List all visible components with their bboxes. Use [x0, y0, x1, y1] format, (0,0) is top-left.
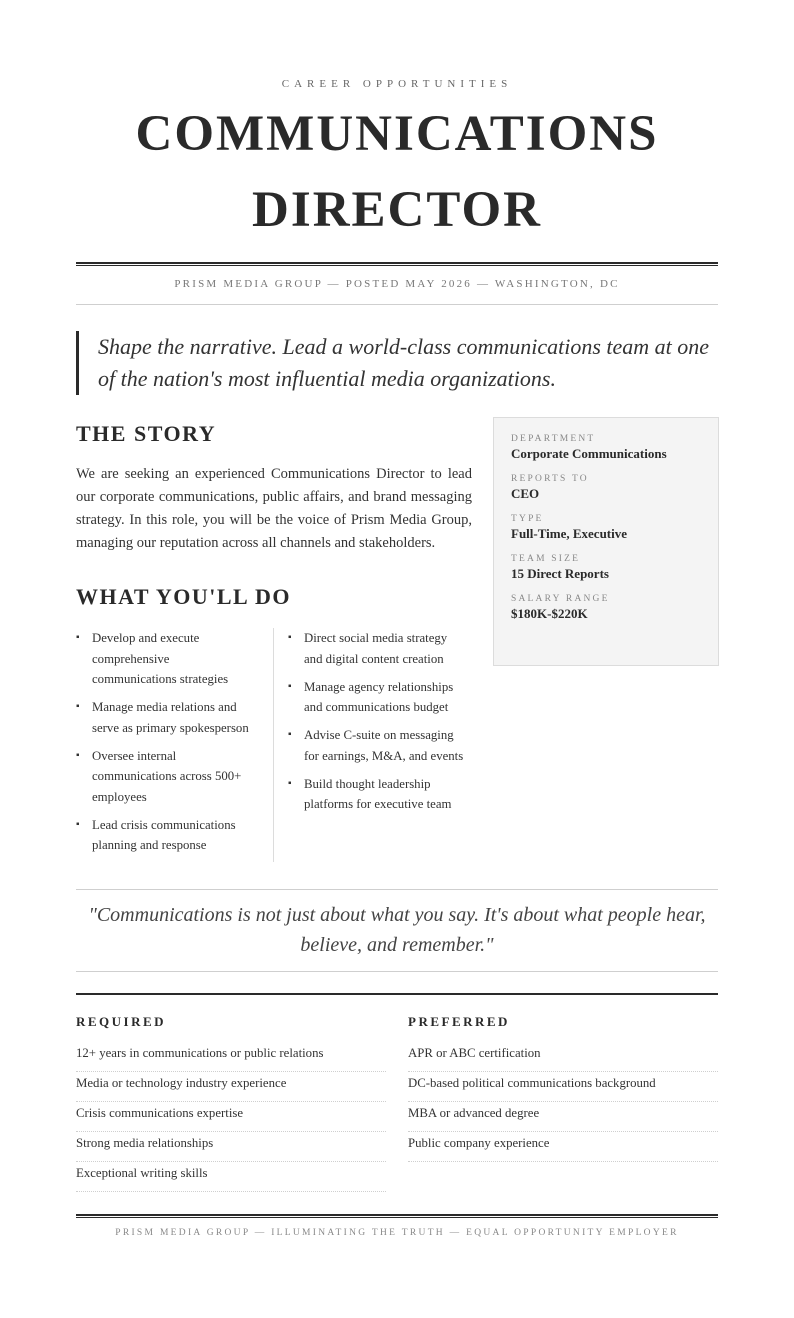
info-value: $180K-$220K — [511, 606, 588, 621]
list-item: 12+ years in communications or public relations — [76, 1043, 386, 1072]
list-item: Public company experience — [408, 1133, 718, 1162]
info-label: TEAM SIZE — [511, 554, 581, 564]
info-salary-range — [511, 594, 701, 622]
job-info-panel — [493, 417, 719, 666]
pull-quote: "Communications is not just about what you say. It's about what people hear, believe, and remember." — [88, 904, 706, 956]
info-team-size — [511, 554, 701, 582]
list-item: Media or technology industry experience — [76, 1073, 386, 1102]
info-label: REPORTS TO — [511, 474, 589, 484]
info-department — [511, 434, 701, 462]
requirements-rule — [76, 993, 718, 995]
duties-column-right — [273, 628, 468, 862]
info-value: Corporate Communications — [511, 446, 667, 461]
duties-heading: WHAT YOU'LL DO — [76, 584, 291, 609]
duties-column-left — [76, 628, 252, 863]
list-item: ▪ Manage agency relationships and communications budget — [288, 677, 468, 718]
list-item: ▪ Lead crisis communications planning and response — [76, 815, 252, 856]
title-line-1: COMMUNICATIONS — [135, 106, 659, 162]
bullet-icon: ▪ — [76, 818, 80, 830]
bullet-icon: ▪ — [288, 729, 292, 740]
list-item: ▪ Direct social media strategy and digital content creation — [288, 628, 468, 669]
story-heading: THE STORY — [76, 421, 217, 446]
info-reports-to — [511, 474, 701, 502]
list-item: Exceptional writing skills — [76, 1163, 386, 1192]
title-line-2: DIRECTOR — [252, 182, 542, 238]
info-label: TYPE — [511, 514, 544, 524]
bullet-icon: ▪ — [288, 777, 292, 789]
bullet-icon: ▪ — [76, 749, 80, 761]
info-value: 15 Direct Reports — [511, 566, 609, 581]
required-heading: REQUIRED — [76, 1014, 167, 1029]
list-item: Crisis communications expertise — [76, 1103, 386, 1132]
meta-divider — [76, 304, 718, 305]
eyebrow-label: CAREER OPPORTUNITIES — [281, 78, 513, 90]
preferred-heading: PREFERRED — [408, 1014, 510, 1029]
list-item: ▪ Develop and execute comprehensive communications strategies — [76, 628, 252, 690]
bullet-icon: ▪ — [76, 632, 80, 643]
lead-statement: Shape the narrative. Lead a world-class communications team at one of the nation's most influential media organizations. — [76, 331, 718, 395]
info-type — [511, 514, 701, 542]
list-item: ▪ Oversee internal communications across 500+ employees — [76, 746, 252, 808]
footer-text: PRISM MEDIA GROUP — ILLUMINATING THE TRUTH — EQUAL OPPORTUNITY EMPLOYER — [115, 1228, 679, 1238]
list-item: DC-based political communications background — [408, 1073, 718, 1102]
quote-top-divider — [76, 889, 718, 890]
list-item: MBA or advanced degree — [408, 1103, 718, 1132]
info-label: SALARY RANGE — [511, 594, 610, 604]
posting-meta: PRISM MEDIA GROUP — POSTED MAY 2026 — WASHINGTON, DC — [174, 278, 620, 290]
info-value: Full-Time, Executive — [511, 526, 628, 541]
bullet-icon: ▪ — [288, 632, 292, 643]
bullet-icon: ▪ — [76, 701, 80, 712]
story-body: We are seeking an experienced Communications Director to lead our corporate communications, public affairs, and brand messaging strategy. In this role, you will be the voice of Prism Media Group, managing our reputation across all channels and stakeholders. — [76, 466, 472, 551]
bullet-icon: ▪ — [288, 680, 292, 692]
list-item: ▪ Advise C-suite on messaging for earnings, M&A, and events — [288, 725, 468, 766]
list-item: ▪ Build thought leadership platforms for executive team — [288, 774, 468, 815]
list-item: ▪ Manage media relations and serve as primary spokesperson — [76, 697, 252, 738]
list-item: Strong media relationships — [76, 1133, 386, 1162]
footer-rule — [76, 1214, 718, 1218]
preferred-section — [408, 1014, 718, 1163]
list-item: APR or ABC certification — [408, 1043, 718, 1072]
page-title — [76, 96, 718, 248]
header-rule — [76, 262, 718, 266]
info-value: CEO — [511, 486, 540, 501]
quote-bottom-divider — [76, 971, 718, 972]
required-section — [76, 1014, 386, 1193]
info-label: DEPARTMENT — [511, 434, 596, 444]
